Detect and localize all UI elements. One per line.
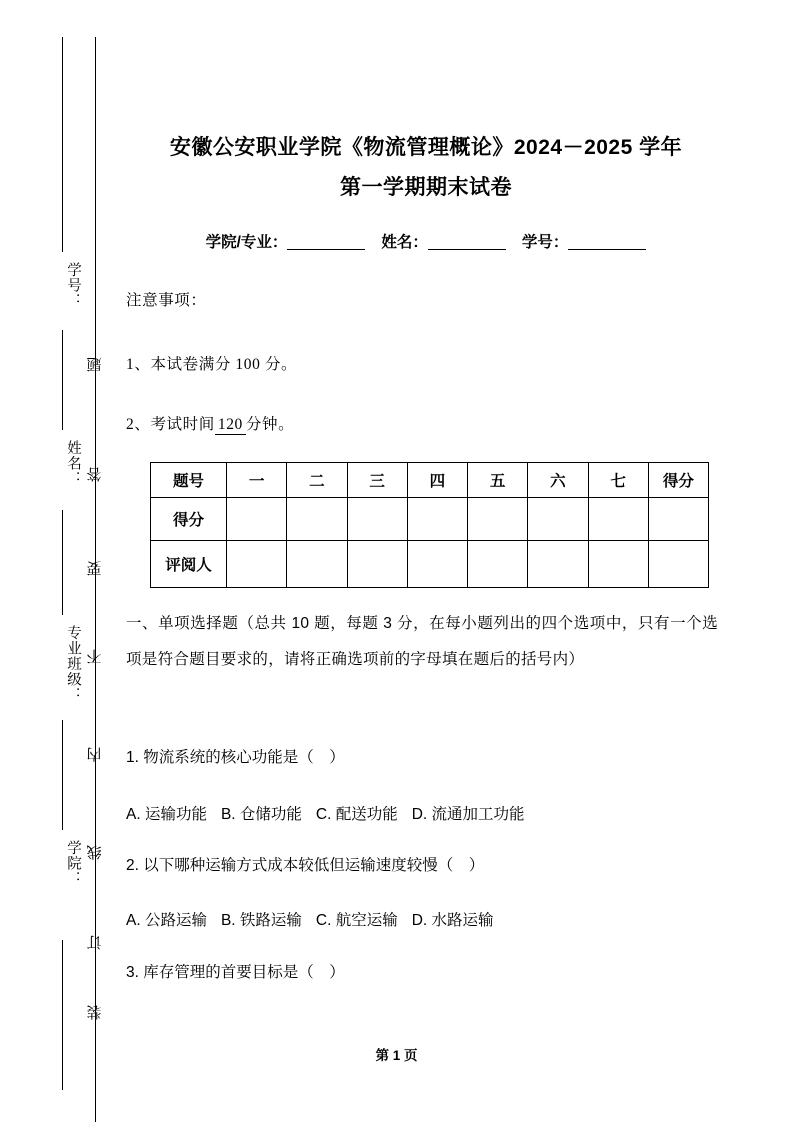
seal-label-student-id: 学号： bbox=[65, 262, 81, 309]
seal-rule-segment bbox=[62, 37, 63, 252]
question-1-option-b[interactable]: B. 仓储功能 bbox=[220, 806, 302, 823]
notes-heading: 注意事项： bbox=[126, 292, 207, 309]
marker-cell[interactable] bbox=[468, 541, 528, 588]
table-row bbox=[151, 498, 709, 541]
score-cell[interactable] bbox=[468, 498, 528, 541]
marker-cell[interactable] bbox=[648, 541, 708, 588]
question-2-options bbox=[126, 908, 718, 930]
seal-vertical-char-6: 订 bbox=[87, 935, 104, 950]
seal-label-college: 学院： bbox=[65, 840, 81, 887]
page-footer bbox=[0, 1044, 793, 1064]
table-row bbox=[151, 541, 709, 588]
score-table-header-6: 六 bbox=[528, 463, 588, 498]
notes-item-1: 1、本试卷满分 100 分。 bbox=[126, 356, 298, 373]
notes-item-2-suffix: 分钟。 bbox=[245, 416, 295, 433]
question-1-option-d[interactable]: D. 流通加工功能 bbox=[411, 806, 525, 823]
score-cell[interactable] bbox=[227, 498, 287, 541]
name-field[interactable] bbox=[428, 249, 506, 250]
score-table-header-4: 四 bbox=[407, 463, 467, 498]
score-cell[interactable] bbox=[528, 498, 588, 541]
question-2-option-c[interactable]: C. 航空运输 bbox=[315, 912, 398, 929]
score-cell[interactable] bbox=[347, 498, 407, 541]
question-1-option-c[interactable]: C. 配送功能 bbox=[315, 806, 398, 823]
seal-vertical-char-7: 装 bbox=[87, 1005, 104, 1020]
question-1: 1. 物流系统的核心功能是（ ） bbox=[126, 749, 345, 766]
section-one-heading: 一、单项选择题（总共 10 题，每题 3 分，在每小题列出的四个选项中，只有一个选项是符合题目要求的，请将正确选项前的字母填在题后的括号内） bbox=[126, 615, 718, 668]
score-cell[interactable] bbox=[287, 498, 347, 541]
seal-rule-segment bbox=[62, 940, 63, 1090]
marker-row-label: 评阅人 bbox=[151, 541, 227, 588]
page-indicator: 第 1 页 bbox=[375, 1048, 418, 1063]
marker-cell[interactable] bbox=[347, 541, 407, 588]
seal-main-rule bbox=[95, 37, 96, 1122]
score-cell[interactable] bbox=[407, 498, 467, 541]
question-2: 2. 以下哪种运输方式成本较低但运输速度较慢（ ） bbox=[126, 857, 485, 874]
question-1-options bbox=[126, 802, 718, 824]
seal-label-class: 专业班级： bbox=[65, 625, 81, 703]
notes-item-2 bbox=[126, 412, 718, 435]
score-table-header-2: 二 bbox=[287, 463, 347, 498]
score-row-label: 得分 bbox=[151, 498, 227, 541]
notes-item-2-prefix: 2、考试时间 bbox=[126, 416, 215, 433]
seal-vertical-char-2: 要 bbox=[87, 561, 104, 576]
question-2-option-a[interactable]: A. 公路运输 bbox=[126, 912, 207, 929]
score-table-header-7: 七 bbox=[588, 463, 648, 498]
score-table-header-3: 三 bbox=[347, 463, 407, 498]
college-major-label: 学院/专业： bbox=[205, 234, 288, 251]
score-table-container bbox=[150, 462, 709, 588]
seal-vertical-char-0: 题 bbox=[87, 357, 104, 372]
seal-vertical-char-4: 内 bbox=[87, 747, 104, 762]
seal-binding-margin bbox=[0, 0, 120, 1122]
table-row-header bbox=[151, 463, 709, 498]
score-table-header-0: 题号 bbox=[151, 463, 227, 498]
document-body bbox=[126, 0, 726, 1122]
seal-vertical-char-1: 答 bbox=[87, 467, 104, 482]
exam-duration-value: 120 bbox=[215, 416, 246, 435]
seal-vertical-char-5: 线 bbox=[87, 845, 104, 860]
seal-vertical-char-3: 不 bbox=[87, 649, 104, 664]
student-id-field[interactable] bbox=[568, 249, 646, 250]
score-cell[interactable] bbox=[588, 498, 648, 541]
college-major-field[interactable] bbox=[287, 249, 365, 250]
marker-cell[interactable] bbox=[227, 541, 287, 588]
marker-cell[interactable] bbox=[287, 541, 347, 588]
seal-rule-segment bbox=[62, 720, 63, 830]
seal-rule-segment bbox=[62, 330, 63, 430]
marker-cell[interactable] bbox=[528, 541, 588, 588]
marker-cell[interactable] bbox=[407, 541, 467, 588]
score-table-header-1: 一 bbox=[227, 463, 287, 498]
question-3: 3. 库存管理的首要目标是（ ） bbox=[126, 964, 345, 981]
seal-label-name: 姓名： bbox=[65, 440, 81, 487]
score-cell[interactable] bbox=[648, 498, 708, 541]
exam-title-line-2: 第一学期期末试卷 bbox=[340, 176, 512, 199]
question-2-option-d[interactable]: D. 水路运输 bbox=[411, 912, 494, 929]
question-2-option-b[interactable]: B. 铁路运输 bbox=[220, 912, 302, 929]
student-info-line bbox=[126, 230, 726, 252]
question-1-option-a[interactable]: A. 运输功能 bbox=[126, 806, 207, 823]
score-table bbox=[150, 462, 709, 588]
student-id-label: 学号： bbox=[521, 234, 569, 251]
name-label: 姓名： bbox=[381, 234, 428, 251]
score-table-header-5: 五 bbox=[468, 463, 528, 498]
score-table-header-8: 得分 bbox=[648, 463, 708, 498]
exam-title-line-1: 安徽公安职业学院《物流管理概论》2024－2025 学年 bbox=[169, 136, 683, 159]
marker-cell[interactable] bbox=[588, 541, 648, 588]
seal-rule-segment bbox=[62, 510, 63, 615]
